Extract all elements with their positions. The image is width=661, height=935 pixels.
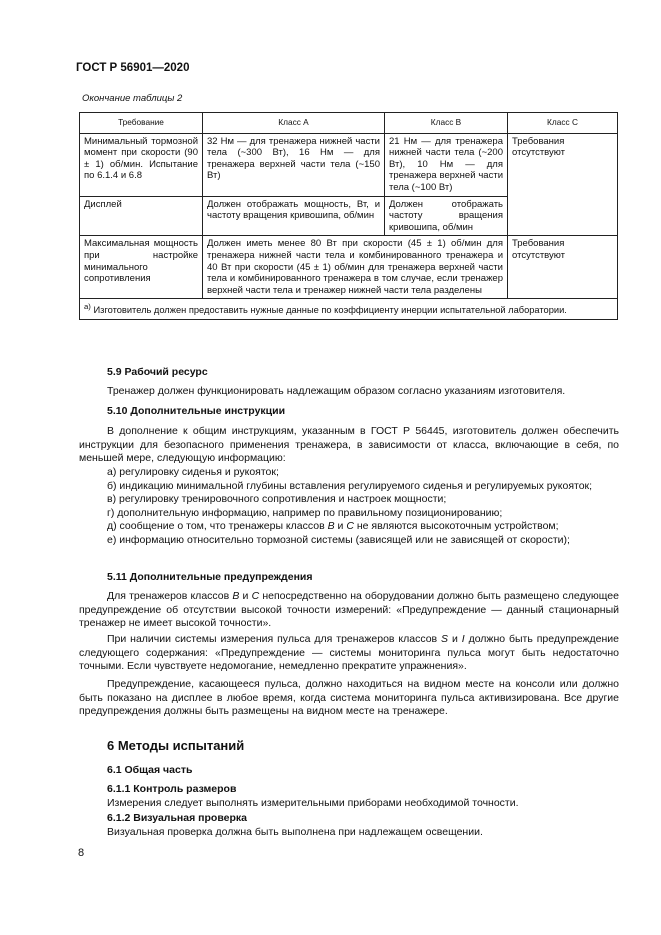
table-footnote-row [80, 299, 618, 320]
cell-class-ab: Должен иметь менее 80 Вт при скорости (45 ± 1) об/мин для тренажера нижней части тела и комбинированного тренажера и 40 Вт при скорости (45 ± 1) об/мин для тренажера верхней части тела и комбинированного тренажера в том случае, если тренажер верхней части тела и тренажер нижней части тела разделены [203, 236, 508, 299]
cell-requirement: Дисплей [80, 196, 203, 236]
document-header: ГОСТ Р 56901—2020 [76, 62, 190, 74]
section-6-1-1-text: Измерения следует выполнять измерительными приборами необходимой точности. [107, 797, 519, 809]
footnote-text: Изготовитель должен предоставить нужные данные по коэффициенту инерции испытательной лаборатории. [93, 305, 567, 316]
list-item: б) индикацию минимальной глубины вставления регулируемого сиденья и регулируемых рукояток; [107, 479, 593, 492]
cell-class-a: 32 Нм — для тренажера нижней части тела (~300 Вт), 16 Нм — для тренажера верхней части тела (~150 Вт) [203, 133, 385, 196]
section-6-1-2-heading: 6.1.2 Визуальная проверка [107, 812, 247, 824]
list-item: г) дополнительную информацию, например по правильному позиционированию; [107, 506, 503, 519]
table-row [80, 133, 618, 196]
section-5-10-intro: В дополнение к общим инструкциям, указанным в ГОСТ Р 56445, изготовитель должен обеспечить инструкции для безопасного применения тренажера, в зависимости от класса, включающие в себя, по меньшей мере, следующую информацию: [79, 425, 619, 465]
requirements-table [79, 112, 618, 320]
header-class-a: Класс A [203, 113, 385, 134]
section-5-11-paragraph-3: Предупреждение, касающееся пульса, должно находиться на видном месте на консоли или должно быть показано на дисплее в любое время, когда система мониторинга пульса активизирована. Все другие предупреждения должны быть размещены на видном месте на тренажере. [79, 678, 619, 718]
page-number: 8 [78, 847, 85, 859]
section-5-11-heading: 5.11 Дополнительные предупреждения [107, 571, 313, 583]
cell-class-c: Требования отсутствуют [508, 133, 618, 236]
section-6-1-1-heading: 6.1.1 Контроль размеров [107, 783, 237, 795]
cell-class-b: 21 Нм — для тренажера нижней части тела (~200 Вт), 10 Нм — для тренажера верхней части тела (~100 Вт) [385, 133, 508, 196]
cell-class-b: Должен отображать частоту вращения кривошипа, об/мин [385, 196, 508, 236]
list-item: д) сообщение о том, что тренажеры классов В и С не являются высокоточным устройством; [107, 520, 559, 533]
footnote-mark: а) [84, 302, 91, 312]
table-footnote [80, 299, 618, 320]
list-item: е) информацию относительно тормозной системы (зависящей или не зависящей от скорости); [107, 533, 570, 546]
list-item: а) регулировку сиденья и рукояток; [107, 466, 279, 478]
header-class-b: Класс B [385, 113, 508, 134]
section-5-11-paragraph-2: При наличии системы измерения пульса для тренажеров классов S и I должно быть предупреждение следующего содержания: «Предупреждение — системы мониторинга пульса могут быть недостаточно точными. Если чувствуете недомогание, немедленно прекратите упражнения». [79, 633, 619, 673]
section-6-1-2-text: Визуальная проверка должна быть выполнена при надлежащем освещении. [107, 826, 483, 838]
table-caption: Окончание таблицы 2 [82, 93, 183, 104]
cell-requirement: Максимальная мощность при настройке минимального сопротивления [80, 236, 203, 299]
cell-requirement: Минимальный тормозной момент при скорости (90 ± 1) об/мин. Испытание по 6.1.4 и 6.8 [80, 133, 203, 196]
section-5-9-text: Тренажер должен функционировать надлежащим образом согласно указаниям изготовителя. [107, 385, 566, 397]
header-requirement: Требование [80, 113, 203, 134]
section-5-11-paragraph-1: Для тренажеров классов В и С непосредственно на оборудовании должно быть размещено следующее предупреждение об отсутствии высокой точности измерений: «Предупреждение — данный стационарный тренажер не имеет высокой точности». [79, 590, 619, 630]
section-5-9-heading: 5.9 Рабочий ресурс [107, 366, 208, 378]
cell-class-c: Требования отсутствуют [508, 236, 618, 299]
table-row [80, 236, 618, 299]
header-class-c: Класс C [508, 113, 618, 134]
list-item: в) регулировку тренировочного сопротивления и настроек мощности; [107, 493, 447, 506]
section-5-10-heading: 5.10 Дополнительные инструкции [107, 405, 286, 417]
table-header-row [80, 113, 618, 134]
cell-class-a: Должен отображать мощность, Вт, и частоту вращения кривошипа, об/мин [203, 196, 385, 236]
section-6-1-heading: 6.1 Общая часть [107, 764, 193, 776]
section-5-10-list [79, 466, 619, 548]
section-6-heading: 6 Методы испытаний [107, 738, 245, 753]
